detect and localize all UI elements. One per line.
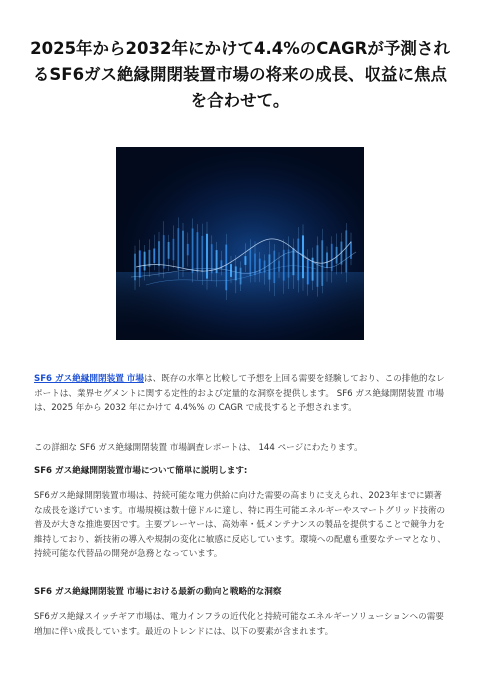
market-report-link[interactable]: SF6 ガス絶縁開閉装置 市場 [34,374,144,384]
intro-paragraph [34,372,446,416]
hero-chart-illustration [116,147,364,340]
section2-heading: SF6 ガス絶縁開閉装置 市場における最新の動向と戦略的な洞察 [34,587,282,597]
report-pages-paragraph: この詳細な SF6 ガス絶縁開閉装置 市場調査レポートは、 144 ページにわたります。 [34,443,363,453]
section2-body: SF6ガス絶縁スイッチギア市場は、電力インフラの近代化と持続可能なエネルギーソリューションへの需要増加に伴い成長しています。最近のトレンドには、以下の要素が含まれます。 [34,612,444,637]
article-title: 2025年から2032年にかけて4.4%のCAGRが予測されるSF6ガス絶縁開閉装置市場の将来の成長、収益に焦点を合わせて。 [30,39,450,110]
section1-body: SF6ガス絶縁開閉装置市場は、持続可能な電力供給に向けた需要の高まりに支えられ、2023年までに顕著な成長を遂げています。市場規模は数十億ドルに達し、特に再生可能エネルギーやスマートグリッド技術の普及が大きな推進要因です。主要プレーヤーは、高効率・低メンテナンスの製品を提供することで競争力を維持しており、新技術の導入や規制の変化に敏感に反応しています。環境への配慮も重要なテーマとなり、持続可能な代替品の開発が急務となっています。 [34,491,446,559]
intro-text: は、既存の水準と比較して予想を上回る需要を経験しており、この排他的なレポートは、業界セグメントに関する定性的および定量的な洞察を提供します。 SF6 ガス絶縁開閉装置 市場は、2025 年から 2032 年にかけて 4.4%% の CAGR で成長すると予想されます。 [34,374,445,413]
section1-heading: SF6 ガス絶縁開閉装置市場について簡単に説明します: [34,466,248,476]
hero-image [116,147,364,340]
